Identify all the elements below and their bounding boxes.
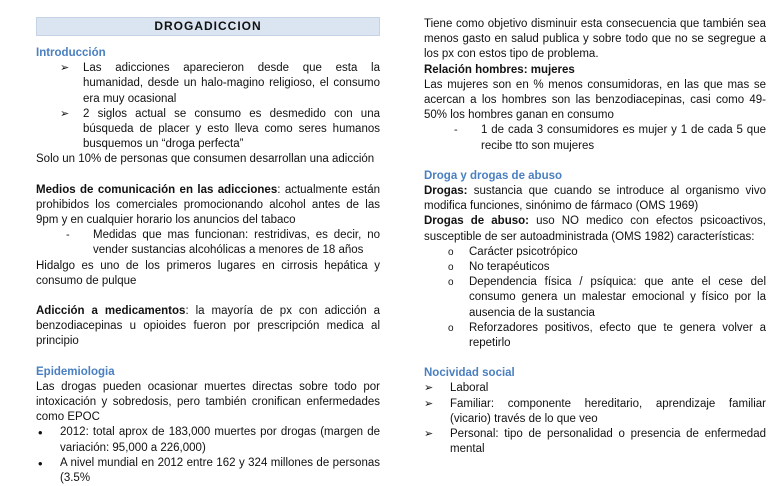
paragraph: Tiene como objetivo disminuir esta consecuencia que también sea menos gasto en salud publica y sobre todo que no se segregue a los px con estos tipo de problema. (424, 18, 766, 61)
list-item: - 1 de cada 3 consumidores es mujer y 1 de cada 5 que recibe tto son mujeres (454, 124, 766, 152)
heading-relacion: Relación hombres: mujeres (424, 63, 575, 76)
right-column (424, 0, 766, 457)
circle-bullet-icon: o (448, 322, 454, 334)
paragraph: Solo un 10% de personas que consumen desarrollan una adicción (36, 153, 375, 166)
list-item: - Medidas que mas funcionan: restridivas, es decir, no vender sustancias alcohólicas a menores de 18 años (66, 229, 380, 257)
list-item: o Reforzadores positivos, efecto que te genera volver a repetirlo (448, 321, 766, 350)
paragraph-drogas: Drogas: sustancia que cuando se introduce al organismo vivo modifica funciones, sinónimo de fármaco (OMS 1969) (424, 185, 766, 213)
document-title: DROGADICCION (36, 17, 380, 36)
paragraph: Hidalgo es uno de los primeros lugares en cirrosis hepática y consumo de pulque (36, 259, 380, 287)
list-item: ➢ Laboral (424, 381, 766, 396)
paragraph: Las mujeres son en % menos consumidoras, en las que mas se acercan a los hombres son las benzodiacepinas, casi como 49-50% los hombres ganan en consumo (424, 78, 766, 122)
heading-epidemiologia: Epidemiologia (36, 365, 115, 378)
list-item: ➢ Familiar: componente hereditario, aprendizaje familiar (vicario) través de lo que veo (424, 397, 766, 425)
list-item: ➢ Las adicciones aparecieron desde que esta la humanidad, desde un halo-magino religioso, el consumo era muy ocasional (60, 62, 380, 105)
arrow-bullet-icon: ➢ (424, 428, 434, 441)
circle-bullet-icon: o (448, 277, 454, 289)
list-item: o Dependencia física / psíquica: que ante el cese del consumo genera un malestar emocional y físico por la ausencia de la sustancia (448, 276, 766, 319)
circle-bullet-icon: o (448, 262, 454, 274)
heading-drogas: Droga y drogas de abuso (424, 169, 563, 182)
list-item: ➢ Personal: tipo de personalidad o presencia de enfermedad mental (424, 428, 766, 456)
list-item: o Carácter psicotrópico (424, 245, 766, 260)
list-item: o No terapéuticos (424, 260, 766, 275)
dot-bullet-icon: • (38, 425, 43, 441)
list-item: • 2012: total aprox de 183,000 muertes por drogas (margen de variación: 95,000 a 226,000) (38, 425, 380, 454)
dash-bullet-icon: - (66, 229, 70, 242)
dot-bullet-icon: • (38, 455, 43, 471)
paragraph-medios: Medios de comunicación en las adicciones: actualmente están prohibidos los comerciales promocionando alcohol antes de las 9pm y en cualquier horario los anuncios del tabaco (36, 183, 380, 227)
heading-introduccion: Introducción (36, 47, 106, 59)
list-item: • A nivel mundial en 2012 entre 162 y 324 millones de personas (3.5% (38, 455, 380, 485)
paragraph: Las drogas pueden ocasionar muertes directas sobre todo por intoxicación y sobredosis, pero también cronifican enfermedades como EPOC (36, 380, 380, 424)
left-column (36, 0, 380, 486)
arrow-bullet-icon: ➢ (60, 62, 70, 75)
circle-bullet-icon: o (448, 246, 454, 258)
list-item: ➢ 2 siglos actual se consumo es desmedido con una búsqueda de placer y esto lleva como seres humanos busquemos un “droga perfecta” (60, 107, 380, 151)
arrow-bullet-icon: ➢ (424, 382, 434, 395)
paragraph-abuso: Drogas de abuso: uso NO medico con efectos psicoactivos, susceptible de ser autoadministrada (OMS 1982) características: (424, 215, 766, 243)
heading-nocividad: Nocividad social (424, 367, 515, 380)
dash-bullet-icon: - (454, 124, 458, 137)
arrow-bullet-icon: ➢ (424, 397, 434, 410)
arrow-bullet-icon: ➢ (60, 107, 70, 120)
paragraph-adiccion: Adicción a medicamentos: la mayoría de px con adicción a benzodiacepinas u opioides fueron por prescripción medica al principio (36, 305, 381, 348)
